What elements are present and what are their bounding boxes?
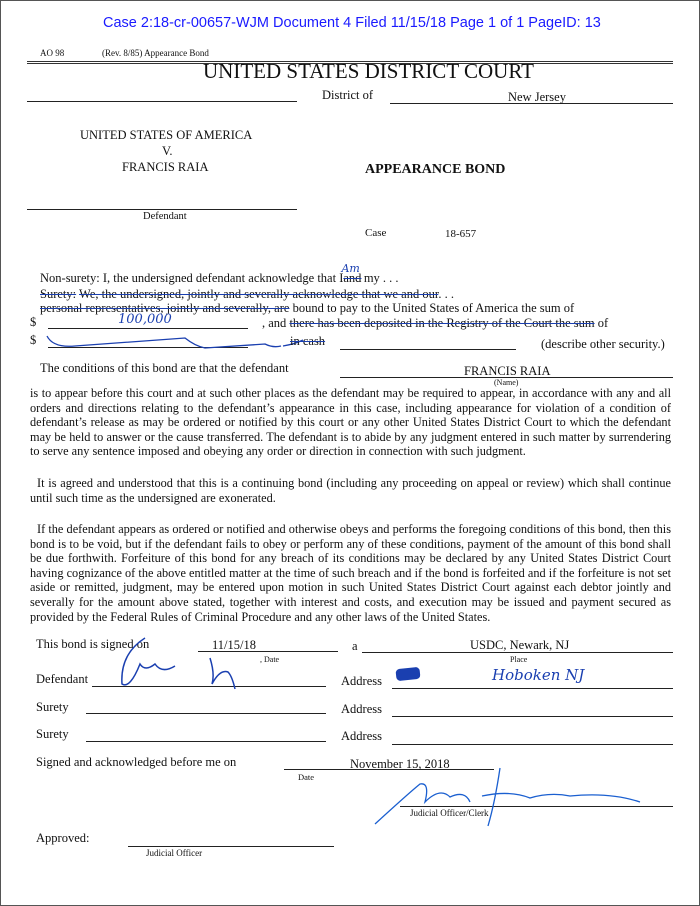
dollar-sign: $	[30, 315, 37, 329]
surety-line: Surety: We, the undersigned, jointly and severally acknowledge that we and our. . .	[40, 287, 454, 301]
document-title: APPEARANCE BOND	[365, 162, 506, 177]
surety-2-label: Surety	[36, 727, 69, 741]
security-line	[340, 349, 516, 350]
signed-date: 11/15/18	[212, 638, 256, 652]
address-label-3: Address	[341, 729, 382, 743]
form-number: AO 98	[40, 48, 65, 58]
court-title: UNITED STATES DISTRICT COURT	[203, 59, 534, 83]
surety-1-label: Surety	[36, 700, 69, 714]
signed-on-label: This bond is signed on	[36, 637, 150, 651]
defendant-line	[27, 209, 297, 210]
ack-date: November 15, 2018	[350, 757, 450, 771]
defendant-name: FRANCIS RAIA	[464, 364, 551, 378]
case-label: Case	[365, 227, 387, 239]
nonsurety-line: Non-surety: I, the undersigned defendant acknowledge that IandAmmy . . .	[40, 262, 399, 285]
forfeiture-paragraph: If the defendant appears as ordered or notified and otherwise obeys and performs the foregoing conditions of this bond, then this bond is to be void, but if the defendant fails to obey or perform any of these conditions, payment of the amount of this bond shall be due forthwith. Forfeiture of this bond for any breach of its conditions may be declared by any United States District Court having cognizance of the above entitled matter at the time of such breach and if the bond is forfeited and if the forfeiture is not set aside or remitted, judgment, may be entered upon motion in such United States District Court against each debtor jointly and severally for the amount above stated, together with interest and costs, and execution may be issued and payment secured as provided by the Federal Rules of Criminal Procedure and any other laws of the United States.	[30, 522, 671, 624]
dollar-sign-2: $	[30, 333, 37, 347]
conditions-intro: The conditions of this bond are that the defendant	[40, 361, 289, 375]
scribble-strike	[45, 334, 325, 352]
rule	[27, 101, 297, 102]
acknowledged-label: Signed and acknowledged before me on	[36, 755, 237, 769]
ack-date-label: Date	[298, 772, 315, 782]
redaction-scribble	[395, 667, 420, 681]
handwritten-am: Am	[341, 262, 360, 275]
in-cash: in cash	[290, 334, 326, 348]
defendant-signature	[100, 634, 270, 692]
place: USDC, Newark, NJ	[470, 638, 570, 652]
defendant-address-line	[392, 688, 673, 689]
surety-1-line	[86, 713, 326, 714]
at-label: a	[352, 639, 358, 653]
approval-line	[128, 846, 334, 847]
surety-2-address-line	[392, 744, 673, 745]
bound-line: personal representatives, jointly and severally, are bound to pay to the United States of America the sum of	[40, 301, 575, 315]
approved-label: Approved:	[36, 831, 90, 845]
address-label-2: Address	[341, 702, 382, 716]
place-label: Place	[510, 655, 528, 664]
defendant-caption: FRANCIS RAIA	[122, 160, 209, 174]
defendant-address: Hoboken NJ	[492, 666, 585, 684]
district-value: New Jersey	[508, 90, 566, 104]
clerk-signature	[370, 762, 650, 828]
defendant-sign-label: Defendant	[36, 672, 89, 686]
continuing-bond-paragraph: It is agreed and understood that this is a continuing bond (including any proceeding on appeal or review) which shall continue until such time as the undersigned are exonerated.	[30, 476, 671, 505]
name-label: (Name)	[494, 378, 519, 387]
amount-line	[48, 328, 248, 329]
surety-1-address-line	[392, 716, 673, 717]
plaintiff: UNITED STATES OF AMERICA	[80, 128, 253, 142]
defendant-label: Defendant	[143, 211, 187, 222]
case-number: 18-657	[445, 228, 477, 240]
surety-2-line	[86, 741, 326, 742]
district-label: District of	[322, 88, 374, 102]
versus: V.	[162, 144, 173, 158]
judicial-officer-label: Judicial Officer	[146, 848, 203, 858]
conditions-paragraph: is to appear before this court and at such other places as the defendant may be required to appear, in accordance with any and all orders and directions relating to the defendant’s appearance in this case, including appearance for violation of a condition of defendant’s release as may be ordered or notified by this court or any other United States District Court to which the defendant may be held to answer or the cause transferred. The defendant is to abide by any judgment entered in such matter by surrendering to serve any sentence imposed and obeying any order or direction in connection with such judgment.	[30, 386, 671, 459]
deposit-line: , and there has been deposited in the Registry of the Court the sum of	[262, 316, 609, 330]
officer-clerk-label: Judicial Officer/Clerk	[410, 808, 489, 818]
address-label: Address	[341, 674, 382, 688]
form-revision: (Rev. 8/85) Appearance Bond	[102, 48, 209, 58]
bond-amount: 100,000	[118, 312, 172, 327]
date-label: , Date	[260, 655, 280, 664]
other-security-label: (describe other security.)	[541, 337, 665, 351]
filing-stamp: Case 2:18-cr-00657-WJM Document 4 Filed 11/15/18 Page 1 of 1 PageID: 13	[103, 15, 601, 31]
